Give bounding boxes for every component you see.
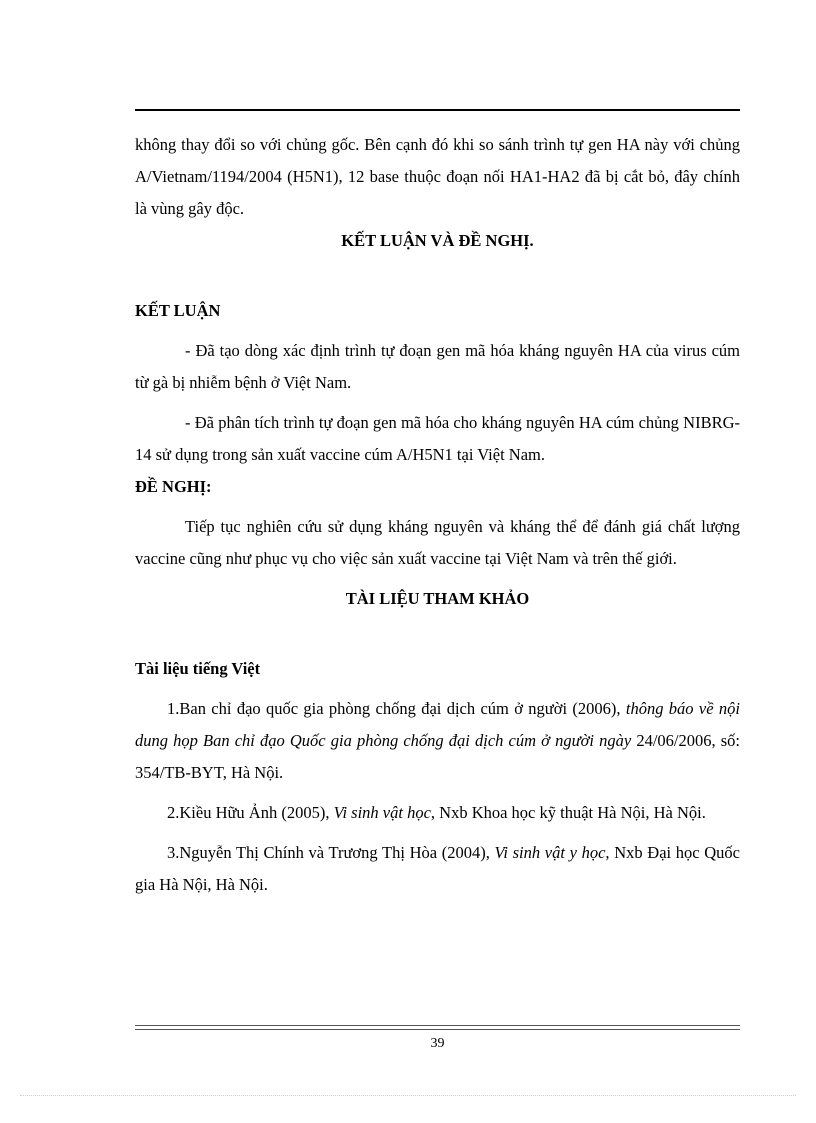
reference-item (135, 837, 740, 901)
reference-title: thông báo về nội dung họp Ban chỉ đạo Quốc gia phòng chống đại dịch cúm ở người ngày (135, 699, 740, 750)
conclusion-item: - Đã phân tích trình tự đoạn gen mã hóa cho kháng nguyên HA cúm chủng NIBRG-14 sử dụng trong sản xuất vaccine cúm A/H5N1 tại Việt Nam. (135, 413, 740, 464)
reference-details: , Nxb Khoa học kỹ thuật Hà Nội, Hà Nội. (430, 803, 706, 822)
intro-paragraph: không thay đổi so với chủng gốc. Bên cạnh đó khi so sánh trình tự gen HA này với chủng A/Vietnam/1194/2004 (H5N1), 12 base thuộc đoạn nối HA1-HA2 đã bị cắt bỏ, đây chính là vùng gây độc. (135, 135, 740, 218)
page-number: 39 (430, 1036, 445, 1051)
reference-number: 2. (167, 803, 180, 822)
reference-authors: Nguyễn Thị Chính và Trương Thị Hòa (2004), (179, 843, 495, 862)
page-content (135, 129, 740, 901)
reference-number: 1. (167, 699, 180, 718)
conclusion-item: - Đã tạo dòng xác định trình tự đoạn gen mã hóa kháng nguyên HA của virus cúm từ gà bị nhiễm bệnh ở Việt Nam. (135, 341, 740, 392)
footer-rule (135, 1025, 740, 1030)
reference-title: Vi sinh vật học (333, 803, 431, 822)
recommendation-heading: ĐỀ NGHỊ: (135, 477, 212, 496)
references-subheading: Tài liệu tiếng Việt (135, 659, 261, 678)
reference-details: , Nxb Đại học Quốc gia Hà Nội, Hà Nội. (135, 843, 740, 894)
page-edge-divider (20, 1095, 796, 1096)
reference-authors: Kiều Hữu Ảnh (2005), (179, 803, 334, 822)
reference-authors: Ban chỉ đạo quốc gia phòng chống đại dịch cúm ở người (2006), (179, 699, 626, 718)
references-section-title: TÀI LIỆU THAM KHẢO (345, 589, 530, 608)
reference-details: 24/06/2006, số: 354/TB-BYT, Hà Nội. (135, 731, 740, 782)
reference-item (135, 797, 740, 829)
reference-number: 3. (167, 843, 180, 862)
header-rule (135, 109, 740, 111)
conclusion-section-title: KẾT LUẬN VÀ ĐỀ NGHỊ. (341, 231, 534, 250)
reference-item (135, 693, 740, 789)
conclusion-heading: KẾT LUẬN (135, 301, 221, 320)
recommendation-paragraph: Tiếp tục nghiên cứu sử dụng kháng nguyên và kháng thể để đánh giá chất lượng vaccine cũng như phục vụ cho việc sản xuất vaccine tại Việt Nam và trên thế giới. (135, 517, 740, 568)
reference-title: Vi sinh vật y học (494, 843, 606, 862)
